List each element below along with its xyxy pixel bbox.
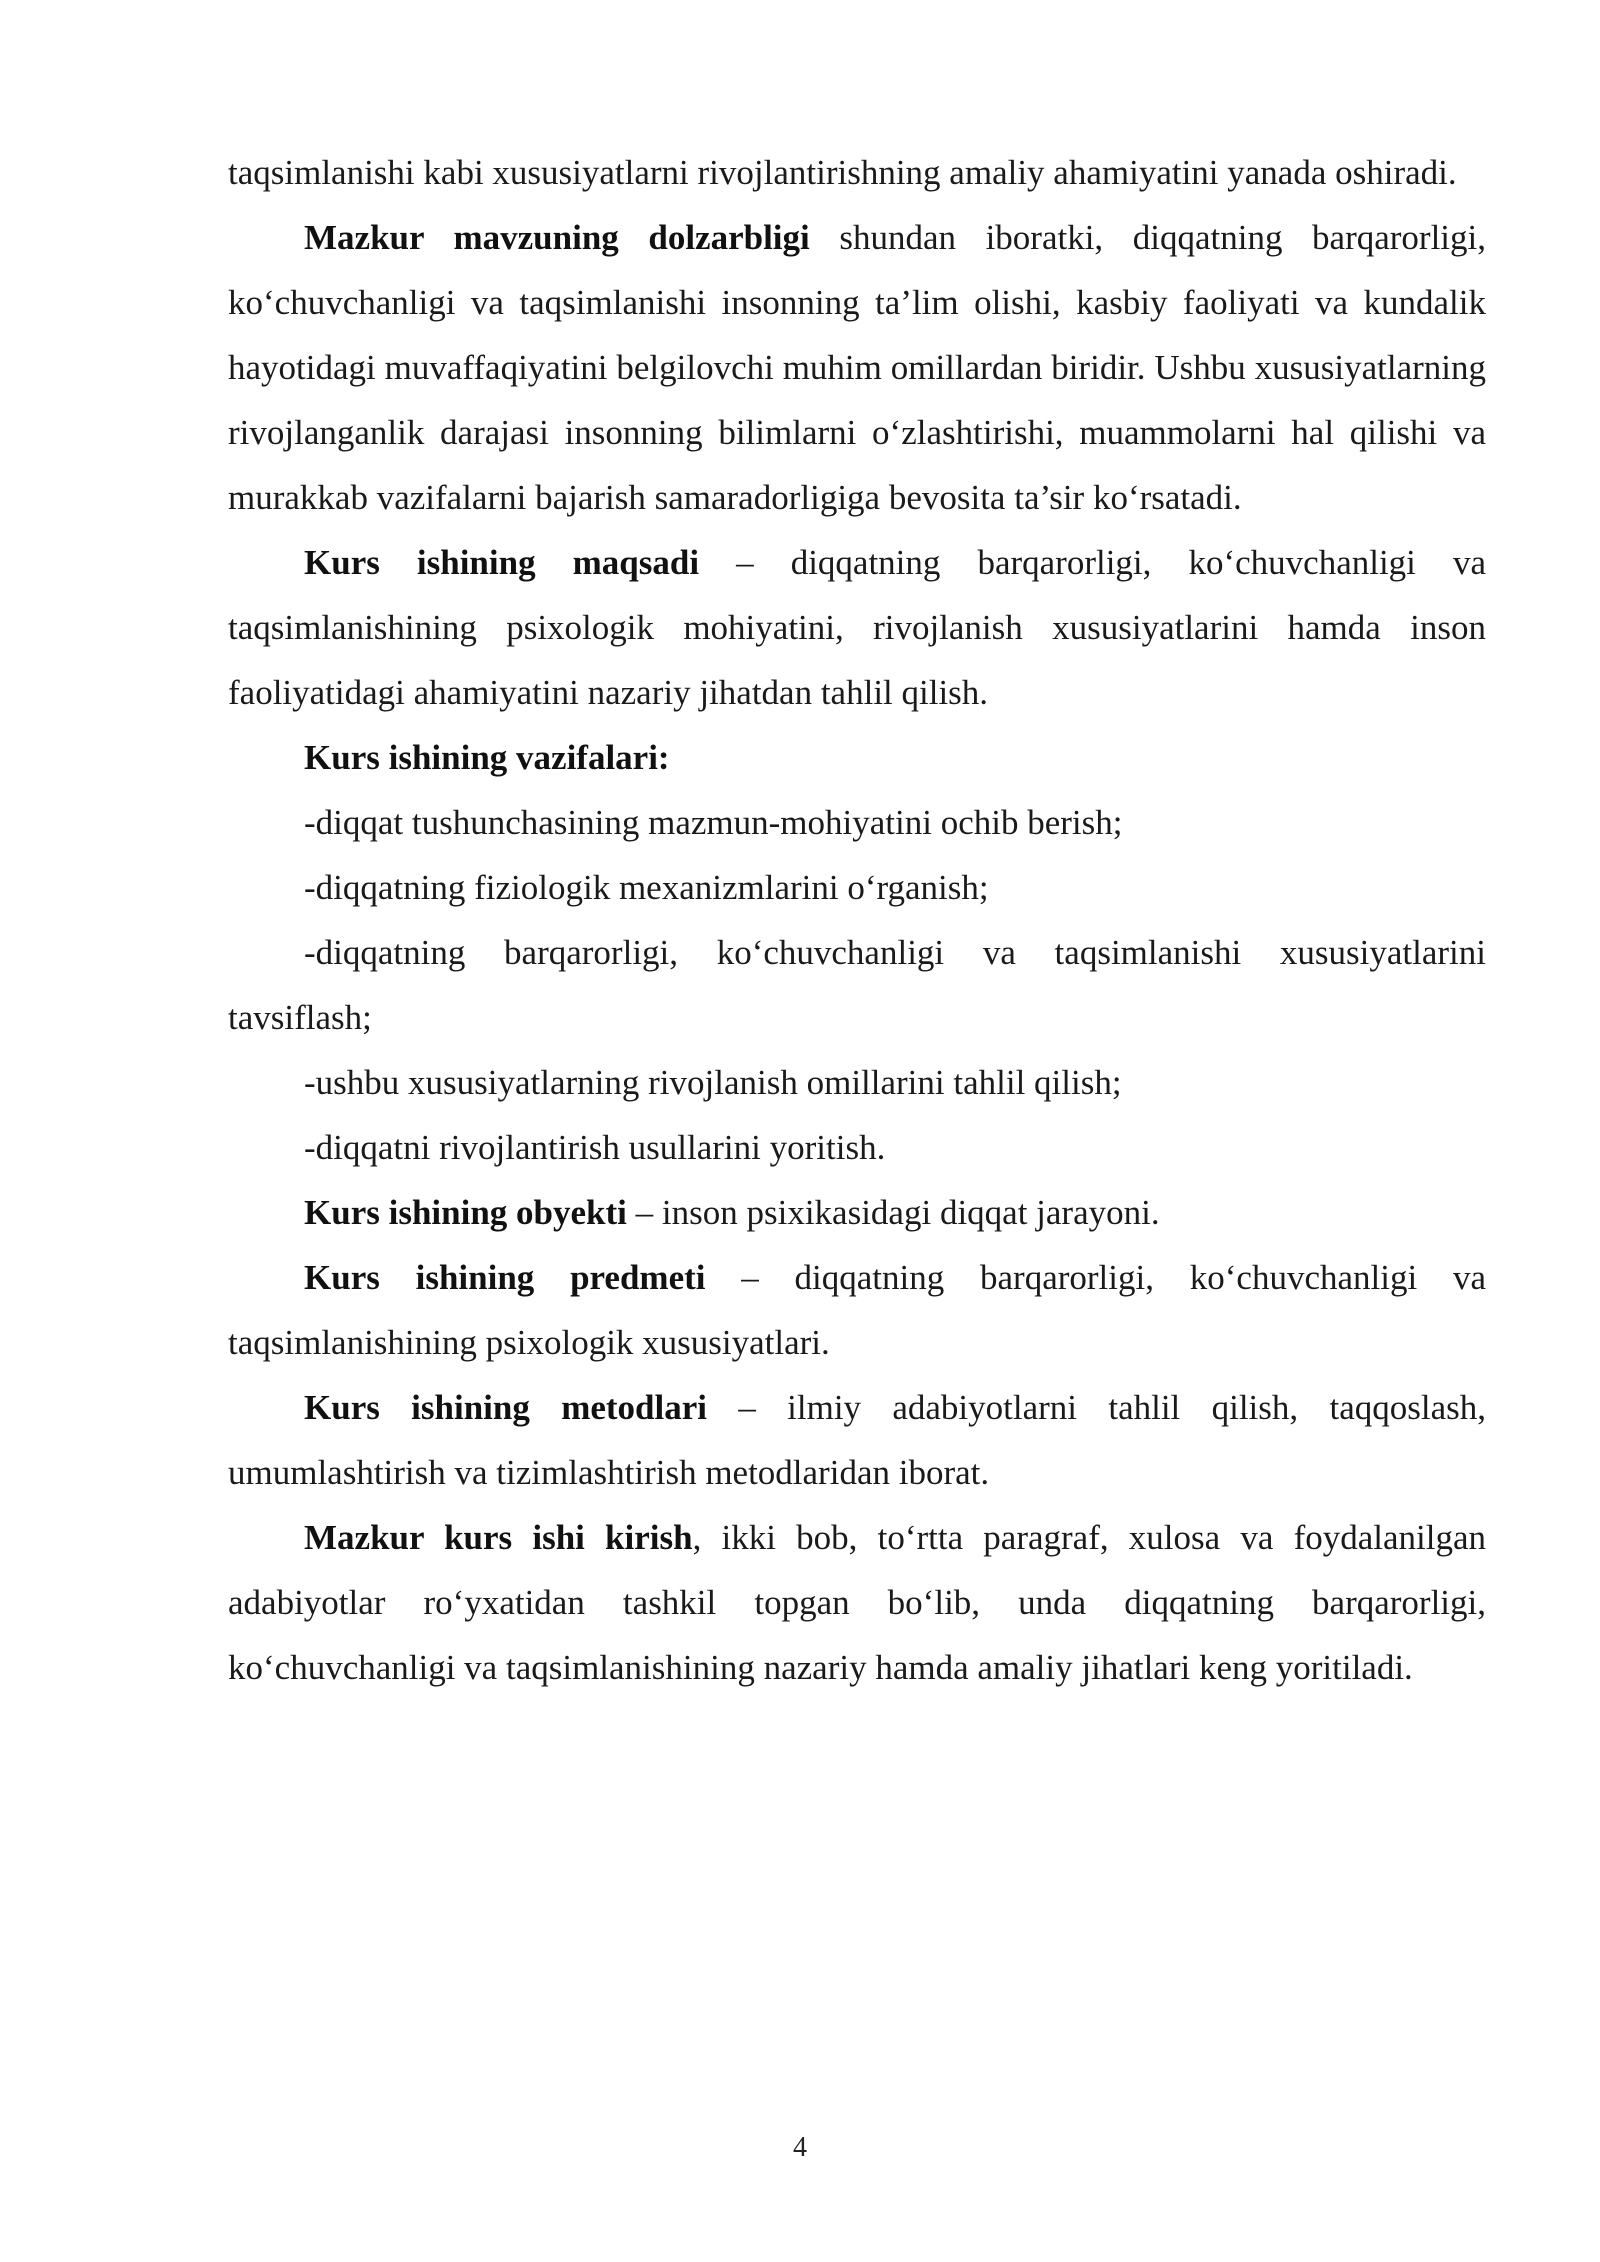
paragraph-text: -diqqatning barqarorligi, ko‘chuvchanligi va taqsimlanishi xususiyatlarini tavsiflash; [228, 933, 1486, 1037]
paragraph-text: -diqqatni rivojlantirish usullarini yoritish. [304, 1128, 886, 1167]
page-number: 4 [793, 2132, 807, 2163]
paragraph-text: shundan iboratki, diqqatning barqarorligi, ko‘chuvchanligi va taqsimlanishi insonning ta’lim olishi, kasbiy faoliyati va kundalik hayotidagi muvaffaqiyatini belgilovchi muhim omillardan biridir. Ushbu xususiyatlarning rivojlanganlik darajasi insonning bilimlarni o‘zlashtirishi, muammolarni hal qilishi va murakkab vazifalarni bajarish samaradorligiga bevosita ta’sir ko‘rsatadi. [228, 218, 1486, 517]
paragraph-text: , ikki bob, to‘rtta paragraf, xulosa va foydalanilgan adabiyotlar ro‘yxatidan tashkil topgan bo‘lib, unda diqqatning barqarorligi, ko‘chuvchanligi va taqsimlanishining nazariy hamda amaliy jihatlari keng yoritiladi. [228, 1518, 1486, 1687]
paragraph-text: – ilmiy adabiyotlarni tahlil qilish, taqqoslash, umumlashtirish va tizimlashtirish metodlaridan iborat. [228, 1388, 1486, 1492]
paragraph-subject [228, 1245, 1486, 1375]
paragraph-text: -diqqatning fiziologik mexanizmlarini o‘rganish; [304, 868, 989, 907]
document-body [228, 140, 1486, 1700]
paragraph-lead: Mazkur kurs ishi kirish [304, 1518, 693, 1557]
paragraph-lead: Kurs ishining maqsadi [304, 543, 700, 582]
paragraph-lead: Kurs ishining predmeti [304, 1258, 706, 1297]
paragraph-text: – diqqatning barqarorligi, ko‘chuvchanligi va taqsimlanishining psixologik mohiyatini, rivojlanish xususiyatlarini hamda inson faoliyatidagi ahamiyatini nazariy jihatdan tahlil qilish. [228, 543, 1486, 712]
task-item [228, 920, 1486, 1050]
paragraph-methods [228, 1375, 1486, 1505]
paragraph-goal [228, 530, 1486, 725]
paragraph-object [228, 1180, 1486, 1245]
paragraph-tasks-heading [228, 725, 1486, 790]
paragraph-structure [228, 1505, 1486, 1700]
paragraph-relevance [228, 205, 1486, 530]
paragraph-text: – diqqatning barqarorligi, ko‘chuvchanligi va taqsimlanishining psixologik xususiyatlari. [228, 1258, 1486, 1362]
paragraph-lead: Kurs ishining vazifalari: [304, 738, 670, 777]
paragraph-continuation [228, 140, 1486, 205]
paragraph-lead: Mazkur mavzuning dolzarbligi [304, 218, 810, 257]
paragraph-lead: Kurs ishining metodlari [304, 1388, 707, 1427]
task-item [228, 1115, 1486, 1180]
paragraph-lead: Kurs ishining obyekti [304, 1193, 627, 1232]
task-item [228, 790, 1486, 855]
paragraph-text: -diqqat tushunchasining mazmun-mohiyatini ochib berish; [304, 803, 1123, 842]
task-item [228, 1050, 1486, 1115]
task-item [228, 855, 1486, 920]
paragraph-text: taqsimlanishi kabi xususiyatlarni rivojlantirishning amaliy ahamiyatini yanada oshiradi. [228, 153, 1457, 192]
paragraph-text: -ushbu xususiyatlarning rivojlanish omillarini tahlil qilish; [304, 1063, 1122, 1102]
paragraph-text: – inson psixikasidagi diqqat jarayoni. [626, 1193, 1160, 1232]
